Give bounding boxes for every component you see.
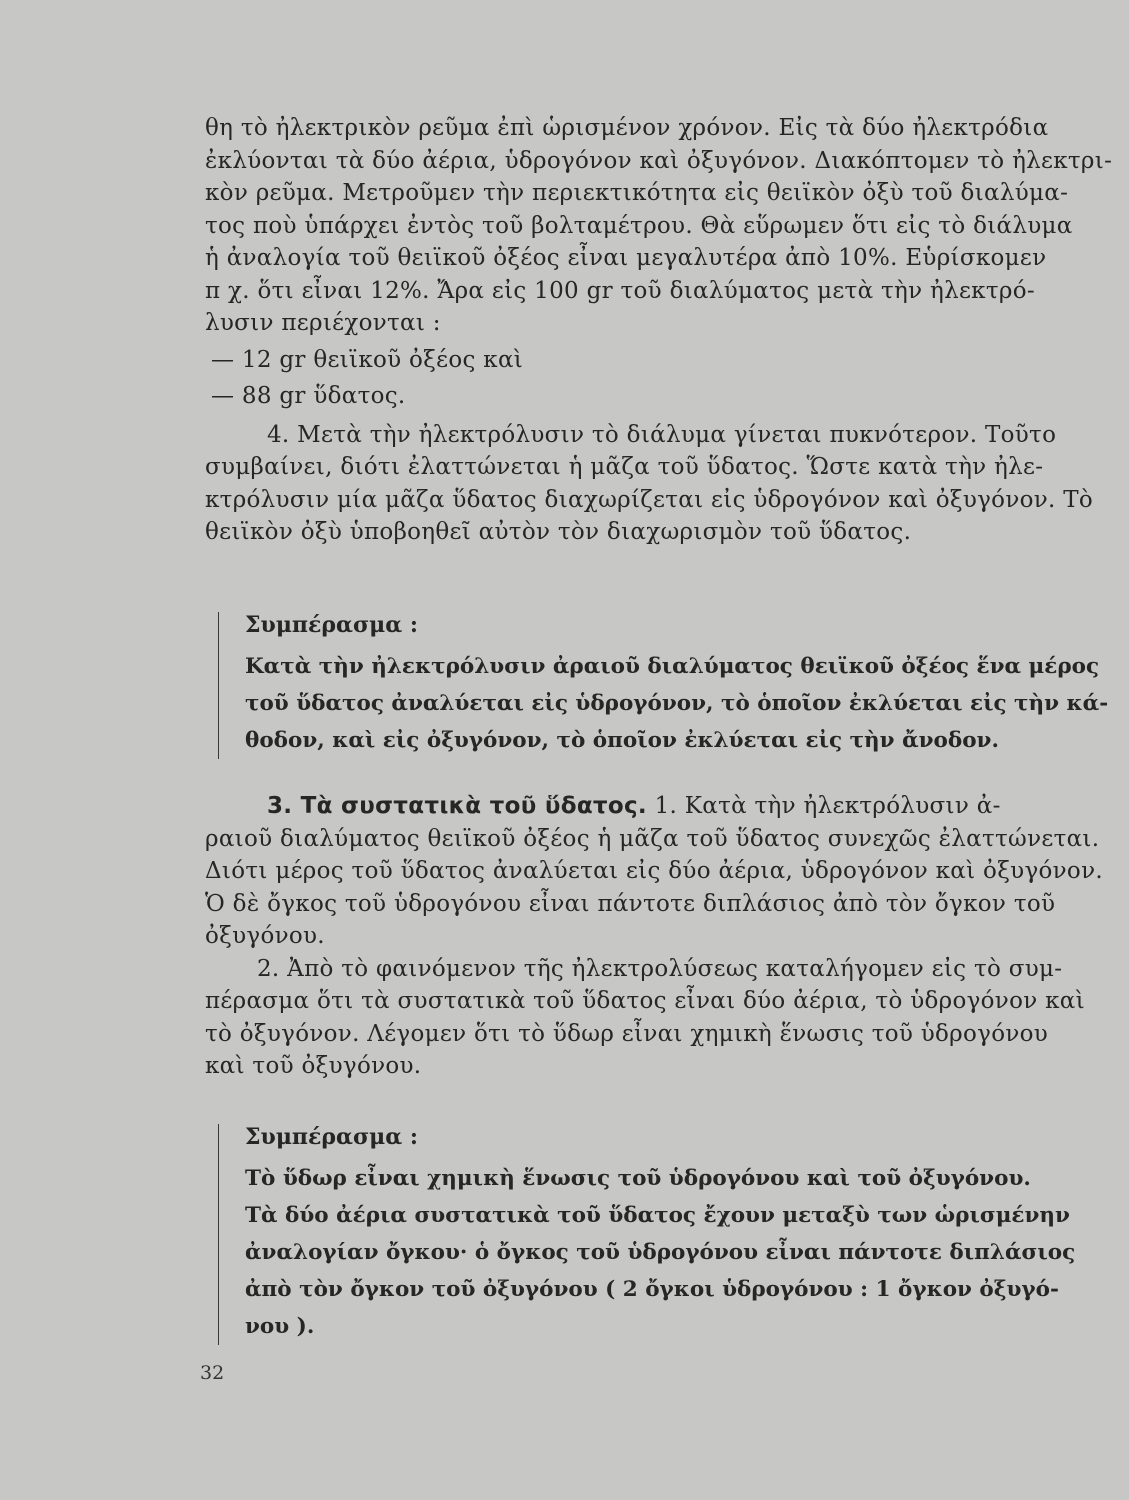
text-line: λυσιν περιέχονται : bbox=[205, 310, 441, 336]
conclusion-title: Συμπέρασμα : bbox=[245, 612, 418, 638]
text-line: πέρασμα ὅτι τὰ συστατικὰ τοῦ ὕδατος εἶναι δύο ἀέρια, τὸ ὑδρογόνον καὶ bbox=[205, 988, 1085, 1014]
conclusion-box-1 bbox=[218, 612, 1109, 759]
conclusion-line: ἀπὸ τὸν ὄγκον τοῦ ὀξυγόνου ( 2 ὄγκοι ὑδρογόνου : 1 ὄγκον ὀξυγό- bbox=[245, 1277, 1059, 1302]
text-line: ὀξυγόνου. bbox=[205, 923, 325, 949]
paragraph-1 bbox=[205, 112, 1113, 549]
list-item: — 88 gr ὕδατος. bbox=[211, 383, 406, 409]
text-line: κτρόλυσιν μία μᾶζα ὕδατος διαχωρίζεται εἰς ὑδρογόνον καὶ ὀξυγόνον. Τὸ bbox=[205, 486, 1094, 513]
section-3 bbox=[205, 790, 1103, 1083]
text-line: τὸ ὀξυγόνον. Λέγομεν ὅτι τὸ ὕδωρ εἶναι χημικὴ ἕνωσις τοῦ ὑδρογόνου bbox=[205, 1020, 1049, 1047]
text-line: Διότι μέρος τοῦ ὕδατος ἀναλύεται εἰς δύο ἀέρια, ὑδρογόνον καὶ ὀξυγόνον. bbox=[205, 858, 1103, 884]
text-line: ἡ ἀναλογία τοῦ θειϊκοῦ ὀξέος εἶναι μεγαλυτέρα ἀπὸ 10%. Εὑρίσκομεν bbox=[205, 245, 1047, 271]
conclusion-line: νου ). bbox=[245, 1314, 315, 1339]
text-line: κὸν ρεῦμα. Μετροῦμεν τὴν περιεκτικότητα εἰς θειϊκὸν ὀξὺ τοῦ διαλύμα- bbox=[205, 180, 1069, 206]
text-line: 4. Μετὰ τὴν ἠλεκτρόλυσιν τὸ διάλυμα γίνεται πυκνότερον. Τοῦτο bbox=[267, 421, 1057, 448]
conclusion-title: Συμπέρασμα : bbox=[245, 1124, 418, 1150]
conclusion-line: ἀναλογίαν ὄγκου· ὁ ὄγκος τοῦ ὑδρογόνου εἶναι πάντοτε διπλάσιος bbox=[245, 1240, 1076, 1265]
list-item: — 12 gr θειϊκοῦ ὀξέος καὶ bbox=[211, 346, 524, 373]
conclusion-line: τοῦ ὕδατος ἀναλύεται εἰς ὑδρογόνον, τὸ ὁποῖον ἐκλύεται εἰς τὴν κά- bbox=[245, 691, 1109, 716]
text-line: 2. Ἀπὸ τὸ φαινόμενον τῆς ἠλεκτρολύσεως καταλήγομεν εἰς τὸ συμ- bbox=[257, 955, 1063, 982]
section-heading: 3. Τὰ συστατικὰ τοῦ ὕδατος. bbox=[267, 793, 647, 819]
conclusion-line: Τὰ δύο ἀέρια συστατικὰ τοῦ ὕδατος ἔχουν μεταξὺ των ὡρισμένην bbox=[245, 1203, 1070, 1228]
conclusion-line: Κατὰ τὴν ἠλεκτρόλυσιν ἀραιοῦ διαλύματος θειϊκοῦ ὀξέος ἕνα μέρος bbox=[245, 654, 1100, 679]
conclusion-line: Τὸ ὕδωρ εἶναι χημικὴ ἕνωσις τοῦ ὑδρογόνου καὶ τοῦ ὀξυγόνου. bbox=[245, 1166, 1031, 1191]
page-number: 32 bbox=[200, 1362, 225, 1384]
text-line: θειϊκὸν ὀξὺ ὑποβοηθεῖ αὐτὸν τὸν διαχωρισμὸν τοῦ ὕδατος. bbox=[205, 519, 912, 545]
text-line: καὶ τοῦ ὀξυγόνου. bbox=[205, 1053, 422, 1079]
text-line: συμβαίνει, διότι ἐλαττώνεται ἡ μᾶζα τοῦ ὕδατος. Ὥστε κατὰ τὴν ἠλε- bbox=[205, 454, 1044, 480]
section-first-line bbox=[205, 790, 1025, 823]
text-line: Ὁ δὲ ὄγκος τοῦ ὑδρογόνου εἶναι πάντοτε διπλάσιος ἀπὸ τὸν ὄγκον τοῦ bbox=[205, 890, 1056, 917]
conclusion-box-2 bbox=[218, 1124, 1076, 1345]
conclusion-line: θοδον, καὶ εἰς ὀξυγόνον, τὸ ὁποῖον ἐκλύεται εἰς τὴν ἄνοδον. bbox=[245, 728, 999, 753]
section-first-line-text: 1. Κατὰ τὴν ἠλεκτρόλυσιν ἀ- bbox=[646, 793, 1001, 819]
text-line: τος ποὺ ὑπάρχει ἐντὸς τοῦ βολταμέτρου. Θὰ εὕρωμεν ὅτι εἰς τὸ διάλυμα bbox=[205, 212, 1073, 239]
text-line: θη τὸ ἠλεκτρικὸν ρεῦμα ἐπὶ ὡρισμένον χρόνον. Εἰς τὰ δύο ἠλεκτρόδια bbox=[205, 115, 1049, 141]
text-line: ἐκλύονται τὰ δύο ἀέρια, ὑδρογόνον καὶ ὀξυγόνον. Διακόπτομεν τὸ ἠλεκτρι- bbox=[205, 147, 1113, 174]
text-line: π χ. ὅτι εἶναι 12%. Ἄρα εἰς 100 gr τοῦ διαλύματος μετὰ τὴν ἠλεκτρό- bbox=[205, 277, 1035, 304]
text-line: ραιοῦ διαλύματος θειϊκοῦ ὀξέος ἡ μᾶζα τοῦ ὕδατος συνεχῶς ἐλαττώνεται. bbox=[205, 825, 1100, 852]
